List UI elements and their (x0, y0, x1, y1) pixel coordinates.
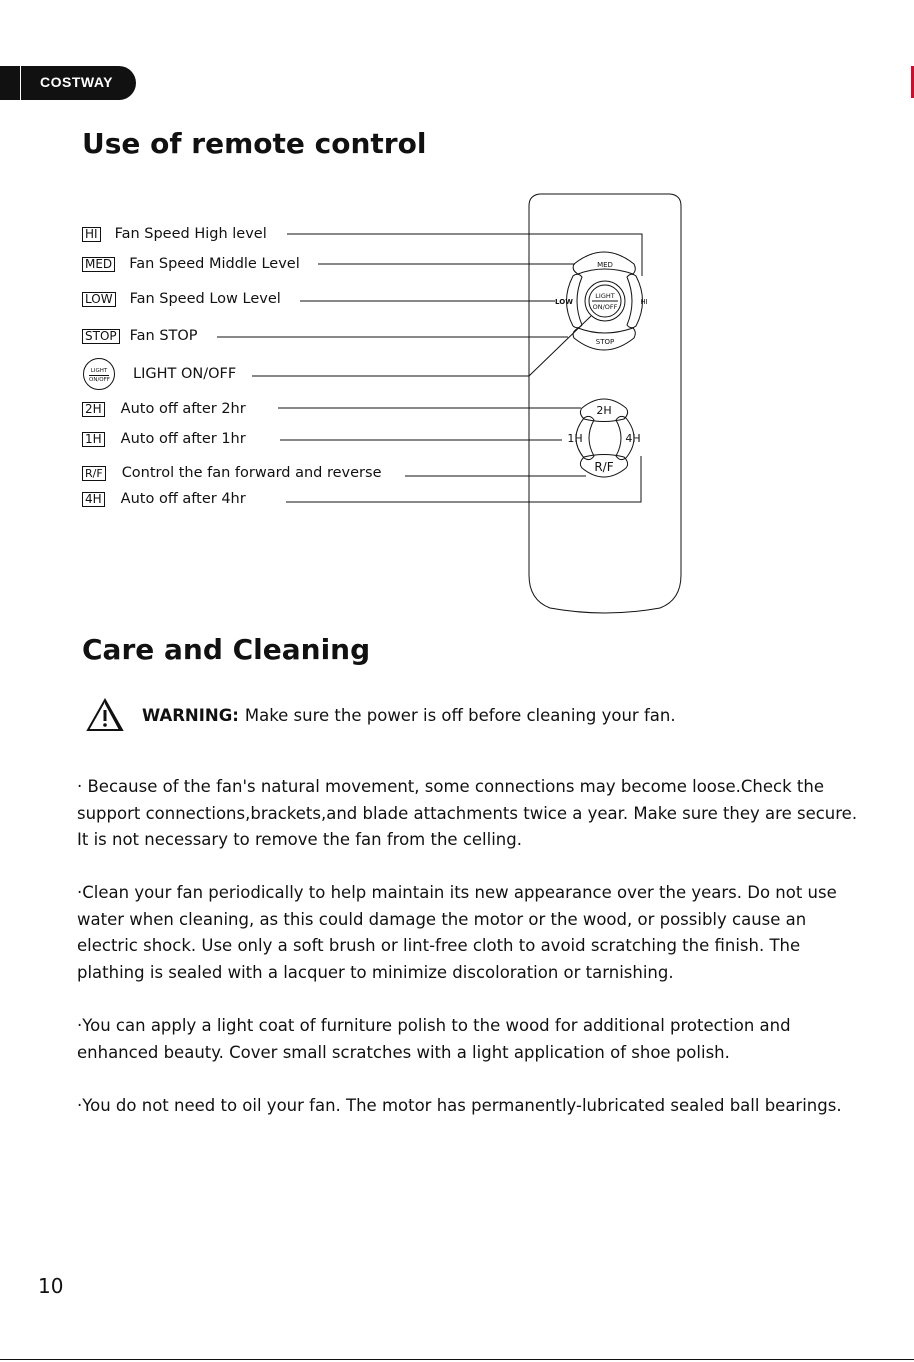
remote-label-1h: 1H (567, 432, 583, 445)
legend-label-stop: Fan STOP (129, 328, 198, 344)
legend-key-stop: STOP (82, 329, 120, 344)
legend-label-rf: Control the fan forward and reverse (121, 465, 382, 481)
remote-control-diagram (0, 0, 914, 640)
legend-key-rf: R/F (82, 466, 106, 481)
legend-label-1h: Auto off after 1hr (120, 431, 246, 447)
legend-key-light-line1: LIGHT (90, 368, 108, 374)
legend-label-low: Fan Speed Low Level (129, 291, 281, 307)
brand-name: COSTWAY (40, 74, 113, 90)
remote-label-rf: R/F (594, 460, 614, 474)
legend-key-med: MED (82, 257, 115, 272)
remote-label-hi: HI (640, 298, 648, 306)
warning-notice (86, 698, 676, 732)
remote-label-light-line2: ON/OFF (592, 303, 618, 311)
legend-label-2h: Auto off after 2hr (120, 401, 246, 417)
warning-label: WARNING: (142, 705, 239, 725)
remote-label-light-line1: LIGHT (595, 292, 615, 300)
care-section-title: Care and Cleaning (82, 633, 371, 666)
remote-label-4h: 4H (625, 432, 641, 445)
leader-line-4h (286, 456, 641, 502)
page-number: 10 (38, 1274, 64, 1298)
legend-key-4h: 4H (82, 492, 105, 507)
warning-triangle-icon (86, 698, 124, 732)
bottom-rule (0, 1359, 914, 1360)
legend-label-4h: Auto off after 4hr (120, 491, 246, 507)
leader-line-light (252, 316, 591, 376)
remote-label-2h: 2H (596, 404, 612, 417)
care-paragraph: ·You do not need to oil your fan. The motor has permanently-lubricated sealed ball bearings. (77, 1096, 842, 1115)
legend-key-1h: 1H (82, 432, 105, 447)
legend-label-light: LIGHT ON/OFF (133, 366, 237, 382)
care-paragraph: ·You can apply a light coat of furniture polish to the wood for additional protection and enhanced beauty. Cover small scratches with a light application of shoe polish. (77, 1016, 791, 1062)
remote-label-stop: STOP (595, 338, 615, 346)
remote-label-low: LOW (555, 298, 573, 306)
legend-key-hi: HI (82, 227, 101, 242)
remote-label-med: MED (597, 261, 613, 269)
legend-key-2h: 2H (82, 402, 105, 417)
care-paragraph: · Because of the fan's natural movement, some connections may become loose.Check the support connections,brackets,and blade attachments twice a year. Make sure they are secure. It is not necessary to remove the fan from the celling. (77, 777, 858, 849)
legend-key-low: LOW (82, 292, 116, 307)
legend-key-light-line2: ON/OFF (89, 377, 110, 383)
legend-label-hi: Fan Speed High level (114, 226, 267, 242)
legend-label-med: Fan Speed Middle Level (129, 256, 300, 272)
remote-section-title: Use of remote control (82, 127, 427, 160)
care-paragraph: ·Clean your fan periodically to help maintain its new appearance over the years. Do not use water when cleaning, as this could damage the motor or the wood, or possibly cause an electric shock. Use only a soft brush or lint-free cloth to avoid scratching the finish. The plathing is sealed with a lacquer to minimize discoloration or tarnishing. (77, 883, 837, 982)
warning-text: Make sure the power is off before cleaning your fan. (244, 705, 676, 725)
